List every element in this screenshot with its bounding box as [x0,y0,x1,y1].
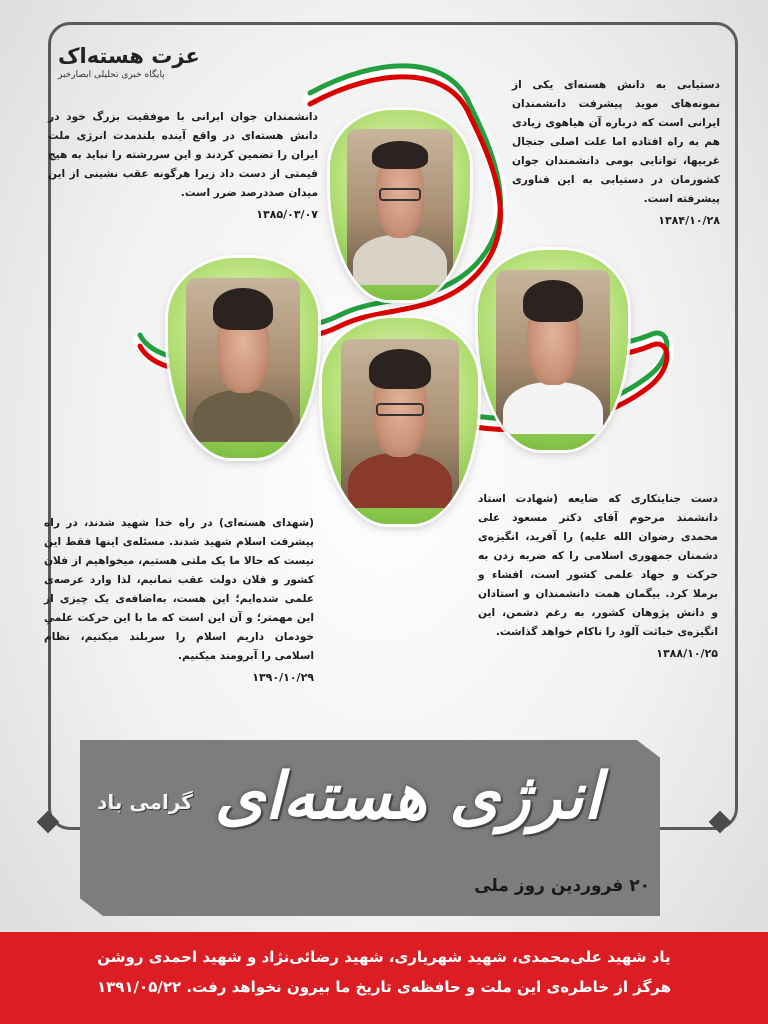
quote-text: دستیابی به دانش هسته‌ای یکی از نمونه‌های موید پیشرفت دانشمندان ایرانی است که درباره آن هیاهوی زیادی هم به راه افتاده اما علت اصلی جنجال غربیها، توانایی بومی دانشمندان جوان کشورمان در دستیابی به این فناوری پیشرفته است. [512,79,720,205]
footer-line-1: یاد شهید علی‌محمدی، شهید شهریاری، شهید رضائی‌نژاد و شهید احمدی روشن [97,948,671,966]
portrait-photo [347,129,453,285]
quote-date: ۱۳۹۰/۱۰/۲۹ [252,671,314,684]
portrait-photo [496,270,610,434]
quote-date: ۱۳۸۵/۰۳/۰۷ [256,208,318,221]
quote-date: ۱۳۸۸/۱۰/۲۵ [656,647,718,660]
portrait-top [330,110,470,300]
banner-suffix: گرامی باد [97,790,193,814]
portrait-right [478,250,628,450]
quote-bottom-left [44,514,314,687]
brand-title: عزت هسته‌اک [58,44,200,68]
quote-text: دست جنایتکاری که ضایعه (شهادت استاد دانشمند مرحوم آقای دکتر مسعود علی محمدی رضوان الله علیه) را آفرید، انگیزه‌ی دشمنان جمهوری اسلامی را که ضربه زدن به حرکت و جهاد علمی کشور است، افشاء و برملا کرد. بیگمان همت دانشمندان و استادان و دانش پژوهان کشور، به رغم دشمن، این انگیزه‌ی خباثت آلود را ناکام خواهد گذاشت. [478,493,718,638]
quote-text: (شهدای هسته‌ای) در راه خدا شهید شدند، در راه پیشرفت اسلام شهید شدند. مسئله‌ی اینها فقط این نیست که حالا ما یک ملتی هستیم، میخواهیم از فلان کشور و فلان دولت عقب نمانیم، لذا وارد عرصه‌ی علمی شده‌ایم؛ این هست، به‌اضافه‌ی یک چیزی از این مهمتر؛ و آن این است که ما با این حرکت علمیِ خودمان داریم اسلام را سربلند میکنیم، نظام اسلامی را آبرومند میکنیم. [44,517,314,662]
quote-bottom-right [478,490,718,663]
quote-top-right [512,76,720,230]
footer-line-2: هرگز از خاطره‌ی این ملت و حافظه‌ی تاریخ ما بیرون نخواهد رفت. ۱۳۹۱/۰۵/۲۲ [96,978,672,996]
footer-strip [0,932,768,1024]
portrait-photo [341,339,460,508]
brand-subtitle: پایگاه خبری تحلیلی ابصارخبر [58,70,165,80]
portrait-center [322,318,478,524]
portrait-left [168,258,318,458]
quote-top-left [48,108,318,224]
banner-date: ۲۰ فروردین روز ملی [474,876,650,896]
quote-text: دانشمندان جوان ایرانی با موفقیت بزرگ خود در دانش هسته‌ای در واقع آینده بلندمدت انرژی ملت ایران را تضمین کردند و این سررشته را نباید به هیچ قیمتی از دست داد زیرا هرگونه عقب نشینی از این میدان صددرصد ضرر است. [48,111,318,199]
portrait-photo [186,278,300,442]
banner-title: انرژی هسته‌ای [214,760,602,834]
quote-date: ۱۳۸۴/۱۰/۲۸ [658,214,720,227]
